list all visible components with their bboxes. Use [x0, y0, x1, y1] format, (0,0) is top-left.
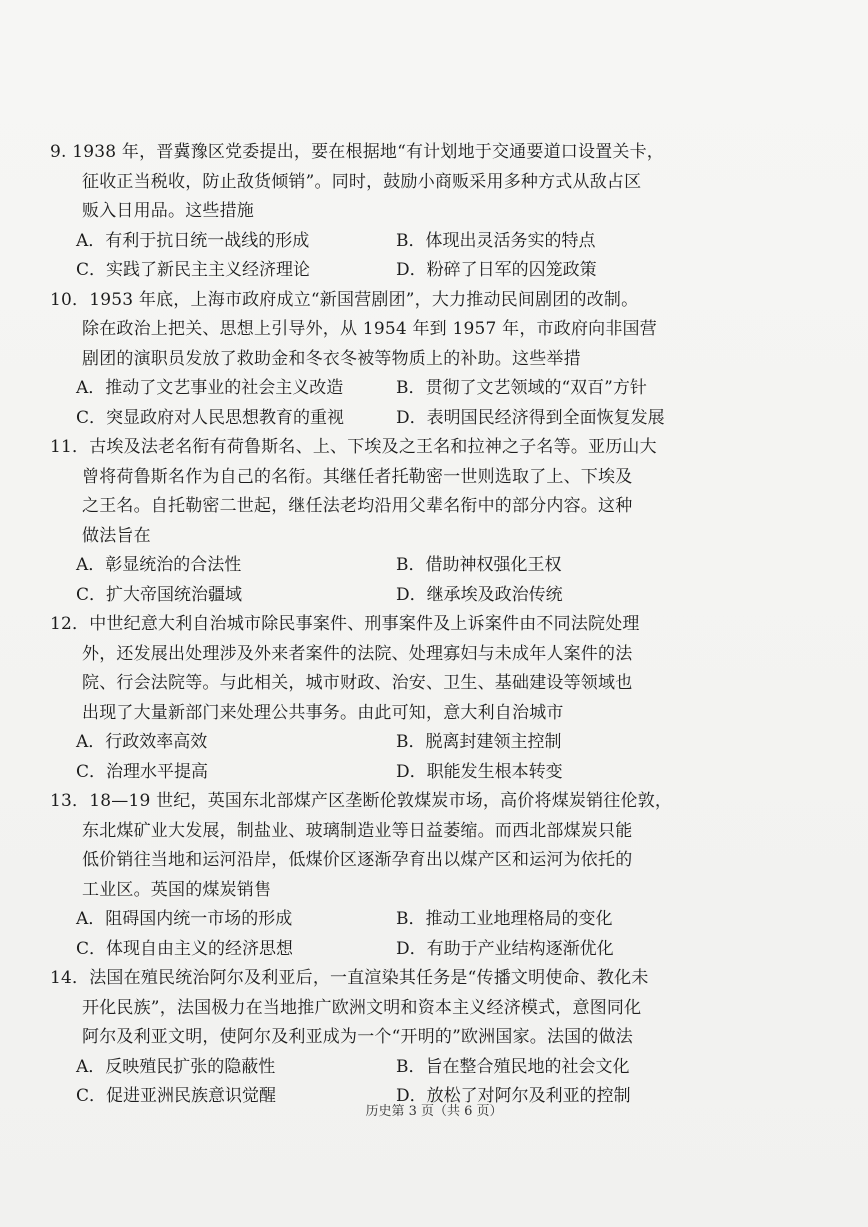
question-stem-line: 剧团的演职员发放了救助金和冬衣冬被等物质上的补助。这些举措	[82, 348, 581, 369]
question-block	[50, 433, 840, 610]
question-stem-line: 贩入日用品。这些措施	[82, 201, 254, 221]
question-stem-first-line: 12．中世纪意大利自治城市除民事案件、刑事案件及上诉案件由不同法院处理	[50, 614, 640, 634]
question-block	[50, 964, 840, 1112]
answer-option-c[interactable]: C．治理水平提高	[76, 761, 209, 782]
answer-option-b[interactable]: B．旨在整合殖民地的社会文化	[396, 1056, 630, 1077]
question-stem-line: 阿尔及利亚文明，使阿尔及利亚成为一个“开明的”欧洲国家。法国的做法	[82, 1027, 633, 1047]
question-block	[50, 138, 840, 286]
question-stem-line: 做法旨在	[82, 525, 151, 546]
answer-option-d[interactable]: D．放松了对阿尔及利亚的控制	[396, 1086, 631, 1106]
answer-option-a[interactable]: A．行政效率高效	[76, 732, 208, 752]
answer-option-a[interactable]: A．阻碍国内统一市场的形成	[76, 909, 293, 929]
question-stem-line: 曾将荷鲁斯名作为自己的名衔。其继任者托勒密一世则选取了上、下埃及	[82, 466, 633, 487]
answer-option-a[interactable]: A．彰显统治的合法性	[76, 555, 242, 575]
answer-option-d[interactable]: D．粉碎了日军的囚笼政策	[396, 260, 597, 280]
answer-option-c[interactable]: C．扩大帝国统治疆域	[76, 584, 243, 605]
answer-option-c[interactable]: C．促进亚洲民族意识觉醒	[76, 1086, 277, 1106]
question-stem-first-line: 11．古埃及法老名衔有荷鲁斯名、上、下埃及之王名和拉神之子名等。亚历山大	[50, 437, 657, 457]
question-stem-first-line: 13．18—19 世纪，英国东北部煤产区垄断伦敦煤炭市场，高价将煤炭销往伦敦，	[50, 791, 673, 811]
answer-options	[50, 374, 840, 433]
question-stem-line: 院、行会法院等。与此相关，城市财政、治安、卫生、基础建设等领域也	[82, 673, 633, 693]
question-stem-line: 外，还发展出处理涉及外来者案件的法院、处理寡妇与未成年人案件的法	[82, 643, 633, 664]
answer-option-b[interactable]: B．体现出灵活务实的特点	[396, 230, 596, 251]
answer-options	[50, 728, 840, 787]
question-list	[50, 138, 840, 1112]
answer-option-a[interactable]: A．有利于抗日统一战线的形成	[76, 230, 310, 251]
answer-option-b[interactable]: B．借助神权强化王权	[396, 555, 562, 575]
question-stem-first-line: 9. 1938 年，晋冀豫区党委提出，要在根据地“有计划地于交通要道口设置关卡，	[50, 142, 664, 162]
answer-option-b[interactable]: B．推动工业地理格局的变化	[396, 909, 613, 929]
answer-option-c[interactable]: C．实践了新民主主义经济理论	[76, 260, 311, 280]
answer-option-d[interactable]: D．职能发生根本转变	[396, 761, 563, 782]
question-stem-first-line: 14．法国在殖民统治阿尔及利亚后，一直渲染其任务是“传播文明使命、教化未	[50, 968, 649, 988]
question-stem-line: 低价销往当地和运河沿岸，低煤价区逐渐孕育出以煤产区和运河为依托的	[82, 850, 633, 870]
answer-option-b[interactable]: B．脱离封建领主控制	[396, 732, 562, 752]
answer-option-c[interactable]: C．突显政府对人民思想教育的重视	[76, 407, 345, 428]
answer-option-c[interactable]: C．体现自由主义的经济思想	[76, 938, 294, 959]
question-stem-line: 工业区。英国的煤炭销售	[82, 879, 272, 900]
answer-options	[50, 227, 840, 286]
answer-option-a[interactable]: A．反映殖民扩张的隐蔽性	[76, 1056, 276, 1077]
question-stem-line: 征收正当税收，防止敌货倾销”。同时，鼓励小商贩采用多种方式从敌占区	[82, 171, 642, 192]
question-block	[50, 286, 840, 434]
answer-options	[50, 905, 840, 964]
answer-option-a[interactable]: A．推动了文艺事业的社会主义改造	[76, 378, 344, 398]
answer-option-d[interactable]: D．继承埃及政治传统	[396, 584, 563, 605]
answer-option-d[interactable]: D．表明国民经济得到全面恢复发展	[396, 407, 665, 428]
question-stem-first-line: 10．1953 年底，上海市政府成立“新国营剧团”，大力推动民间剧团的改制。	[50, 289, 639, 310]
answer-option-d[interactable]: D．有助于产业结构逐渐优化	[396, 938, 614, 959]
question-block	[50, 787, 840, 964]
answer-options	[50, 551, 840, 610]
page-footer: 历史第 3 页（共 6 页）	[365, 1104, 503, 1119]
question-stem-line: 东北煤矿业大发展，制盐业、玻璃制造业等日益萎缩。而西北部煤炭只能	[82, 820, 633, 841]
question-stem-line: 出现了大量新部门来处理公共事务。由此可知，意大利自治城市	[82, 702, 564, 723]
question-stem-line: 之王名。自托勒密二世起，继任法老均沿用父辈名衔中的部分内容。这种	[82, 496, 633, 516]
question-stem-line: 开化民族”，法国极力在当地推广欧洲文明和资本主义经济模式，意图同化	[82, 997, 642, 1018]
answer-option-b[interactable]: B．贯彻了文艺领域的“双百”方针	[396, 378, 647, 398]
question-block	[50, 610, 840, 787]
question-stem-line: 除在政治上把关、思想上引导外，从 1954 年到 1957 年，市政府向非国营	[82, 319, 657, 339]
